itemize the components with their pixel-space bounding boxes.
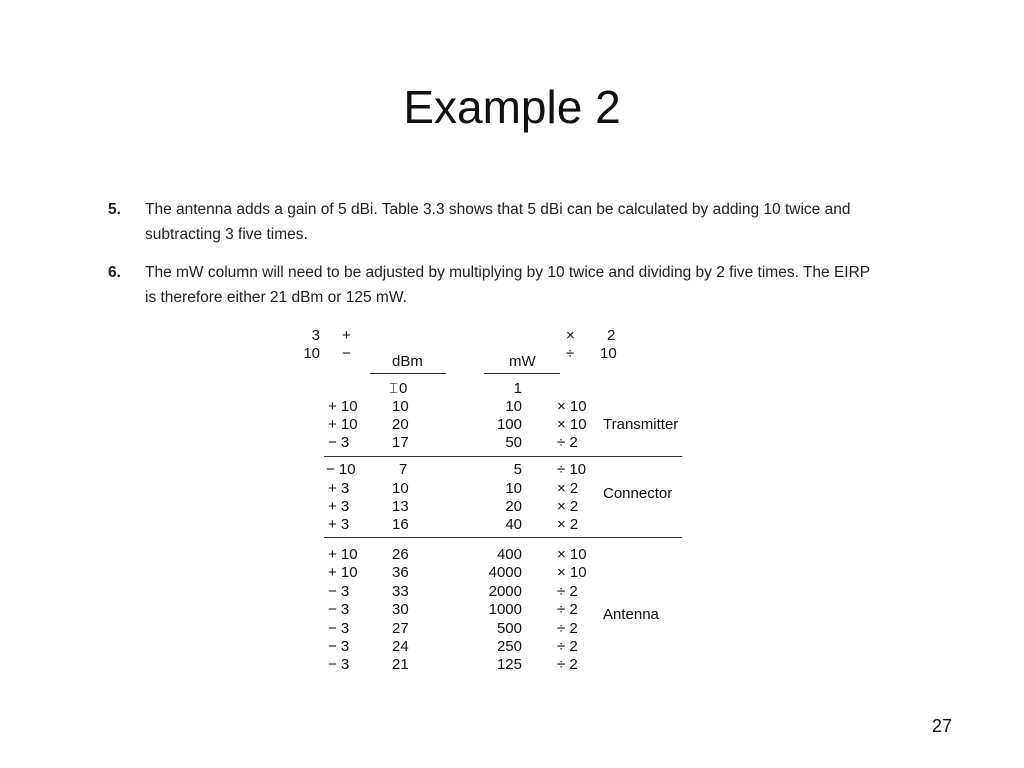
row-op: + 10	[328, 398, 358, 415]
row-mw: 2000	[488, 583, 522, 600]
row-op: − 3	[328, 638, 350, 655]
row-mw-op: × 2	[557, 516, 579, 533]
group-label-connector: Connector	[603, 485, 673, 502]
row-mw: 125	[496, 656, 522, 673]
row-mw: 10	[505, 398, 522, 415]
header-dbm: dBm	[392, 353, 423, 370]
row-dbm: 36	[392, 564, 409, 581]
row-mw-op: ÷ 2	[557, 656, 578, 673]
row-dbm: 17	[392, 434, 409, 451]
row-op: + 3	[328, 516, 350, 533]
row-dbm: 21	[392, 656, 409, 673]
legend-left-top-sign: +	[342, 327, 351, 344]
row-op: + 10	[328, 416, 358, 433]
row-mw: 20	[505, 498, 522, 515]
row-dbm: 20	[392, 416, 409, 433]
slide-title: Example 2	[403, 81, 621, 133]
row-mw-op: ÷ 2	[557, 620, 578, 637]
row-dbm: 10	[392, 480, 409, 497]
legend-right-bottom-sign: ÷	[566, 345, 575, 362]
row-dbm: 33	[392, 583, 409, 600]
row-mw: 400	[496, 546, 522, 563]
row-op: + 3	[328, 480, 350, 497]
row-mw-op: ÷ 2	[557, 434, 578, 451]
list-item-text: The antenna adds a gain of 5 dBi. Table 3.3 shows that 5 dBi can be calculated by adding 10 twice and subtracting 3 five times.	[145, 201, 851, 243]
header-mw: mW	[509, 353, 536, 370]
row-dbm: 30	[392, 601, 409, 618]
row-mw-op: ÷ 2	[557, 638, 578, 655]
row-op: + 10	[328, 564, 358, 581]
header-mw-underline	[484, 373, 560, 374]
row-dbm: 26	[392, 546, 409, 563]
row-mw-op: × 10	[557, 398, 587, 415]
row-mw-op: ÷ 2	[557, 583, 578, 600]
row-dbm: 13	[392, 498, 409, 515]
row-dbm: 10	[392, 398, 409, 415]
legend-right-bottom-number: 10	[600, 345, 617, 362]
row-mw: 5	[513, 461, 522, 478]
start-dbm: 0	[399, 380, 408, 397]
group-divider	[324, 537, 682, 538]
row-op: + 10	[328, 546, 358, 563]
start-mw: 1	[513, 380, 522, 397]
row-dbm: 24	[392, 638, 409, 655]
row-mw-op: ÷ 2	[557, 601, 578, 618]
row-dbm: 7	[399, 461, 408, 478]
group-label-transmitter: Transmitter	[603, 416, 679, 433]
text-cursor-icon: ⌶	[389, 380, 399, 397]
group-label-antenna: Antenna	[603, 606, 659, 623]
legend-right-top-number: 2	[607, 327, 616, 344]
page-number: 27	[932, 716, 953, 736]
row-mw-op: × 10	[557, 564, 587, 581]
row-mw-op: × 10	[557, 416, 587, 433]
row-op: − 3	[328, 434, 350, 451]
row-op: + 3	[328, 498, 350, 515]
row-mw: 100	[496, 416, 522, 433]
row-mw-op: × 2	[557, 498, 579, 515]
row-mw-op: ÷ 10	[557, 461, 587, 478]
row-mw: 4000	[488, 564, 522, 581]
row-dbm: 16	[392, 516, 409, 533]
row-mw: 50	[505, 434, 522, 451]
list-item-number: 5.	[108, 201, 121, 218]
group-divider	[324, 456, 682, 457]
row-mw: 1000	[488, 601, 522, 618]
row-op: − 10	[326, 461, 356, 478]
legend-right-top-sign: ×	[566, 327, 575, 344]
row-mw-op: × 10	[557, 546, 587, 563]
legend-left-bottom-sign: −	[342, 345, 351, 362]
row-mw: 40	[505, 516, 522, 533]
row-mw-op: × 2	[557, 480, 579, 497]
row-op: − 3	[328, 620, 350, 637]
row-mw: 250	[496, 638, 522, 655]
list-item-text: The mW column will need to be adjusted by multiplying by 10 twice and dividing by 2 five times. The EIRP is therefore either 21 dBm or 125 mW.	[145, 264, 870, 306]
list-item-number: 6.	[108, 264, 121, 281]
row-mw: 500	[496, 620, 522, 637]
legend-left-top-number: 3	[311, 327, 320, 344]
row-dbm: 27	[392, 620, 409, 637]
legend-left-bottom-number: 10	[303, 345, 320, 362]
header-dbm-underline	[370, 373, 446, 374]
row-op: − 3	[328, 601, 350, 618]
row-mw: 10	[505, 480, 522, 497]
row-op: − 3	[328, 656, 350, 673]
row-op: − 3	[328, 583, 350, 600]
